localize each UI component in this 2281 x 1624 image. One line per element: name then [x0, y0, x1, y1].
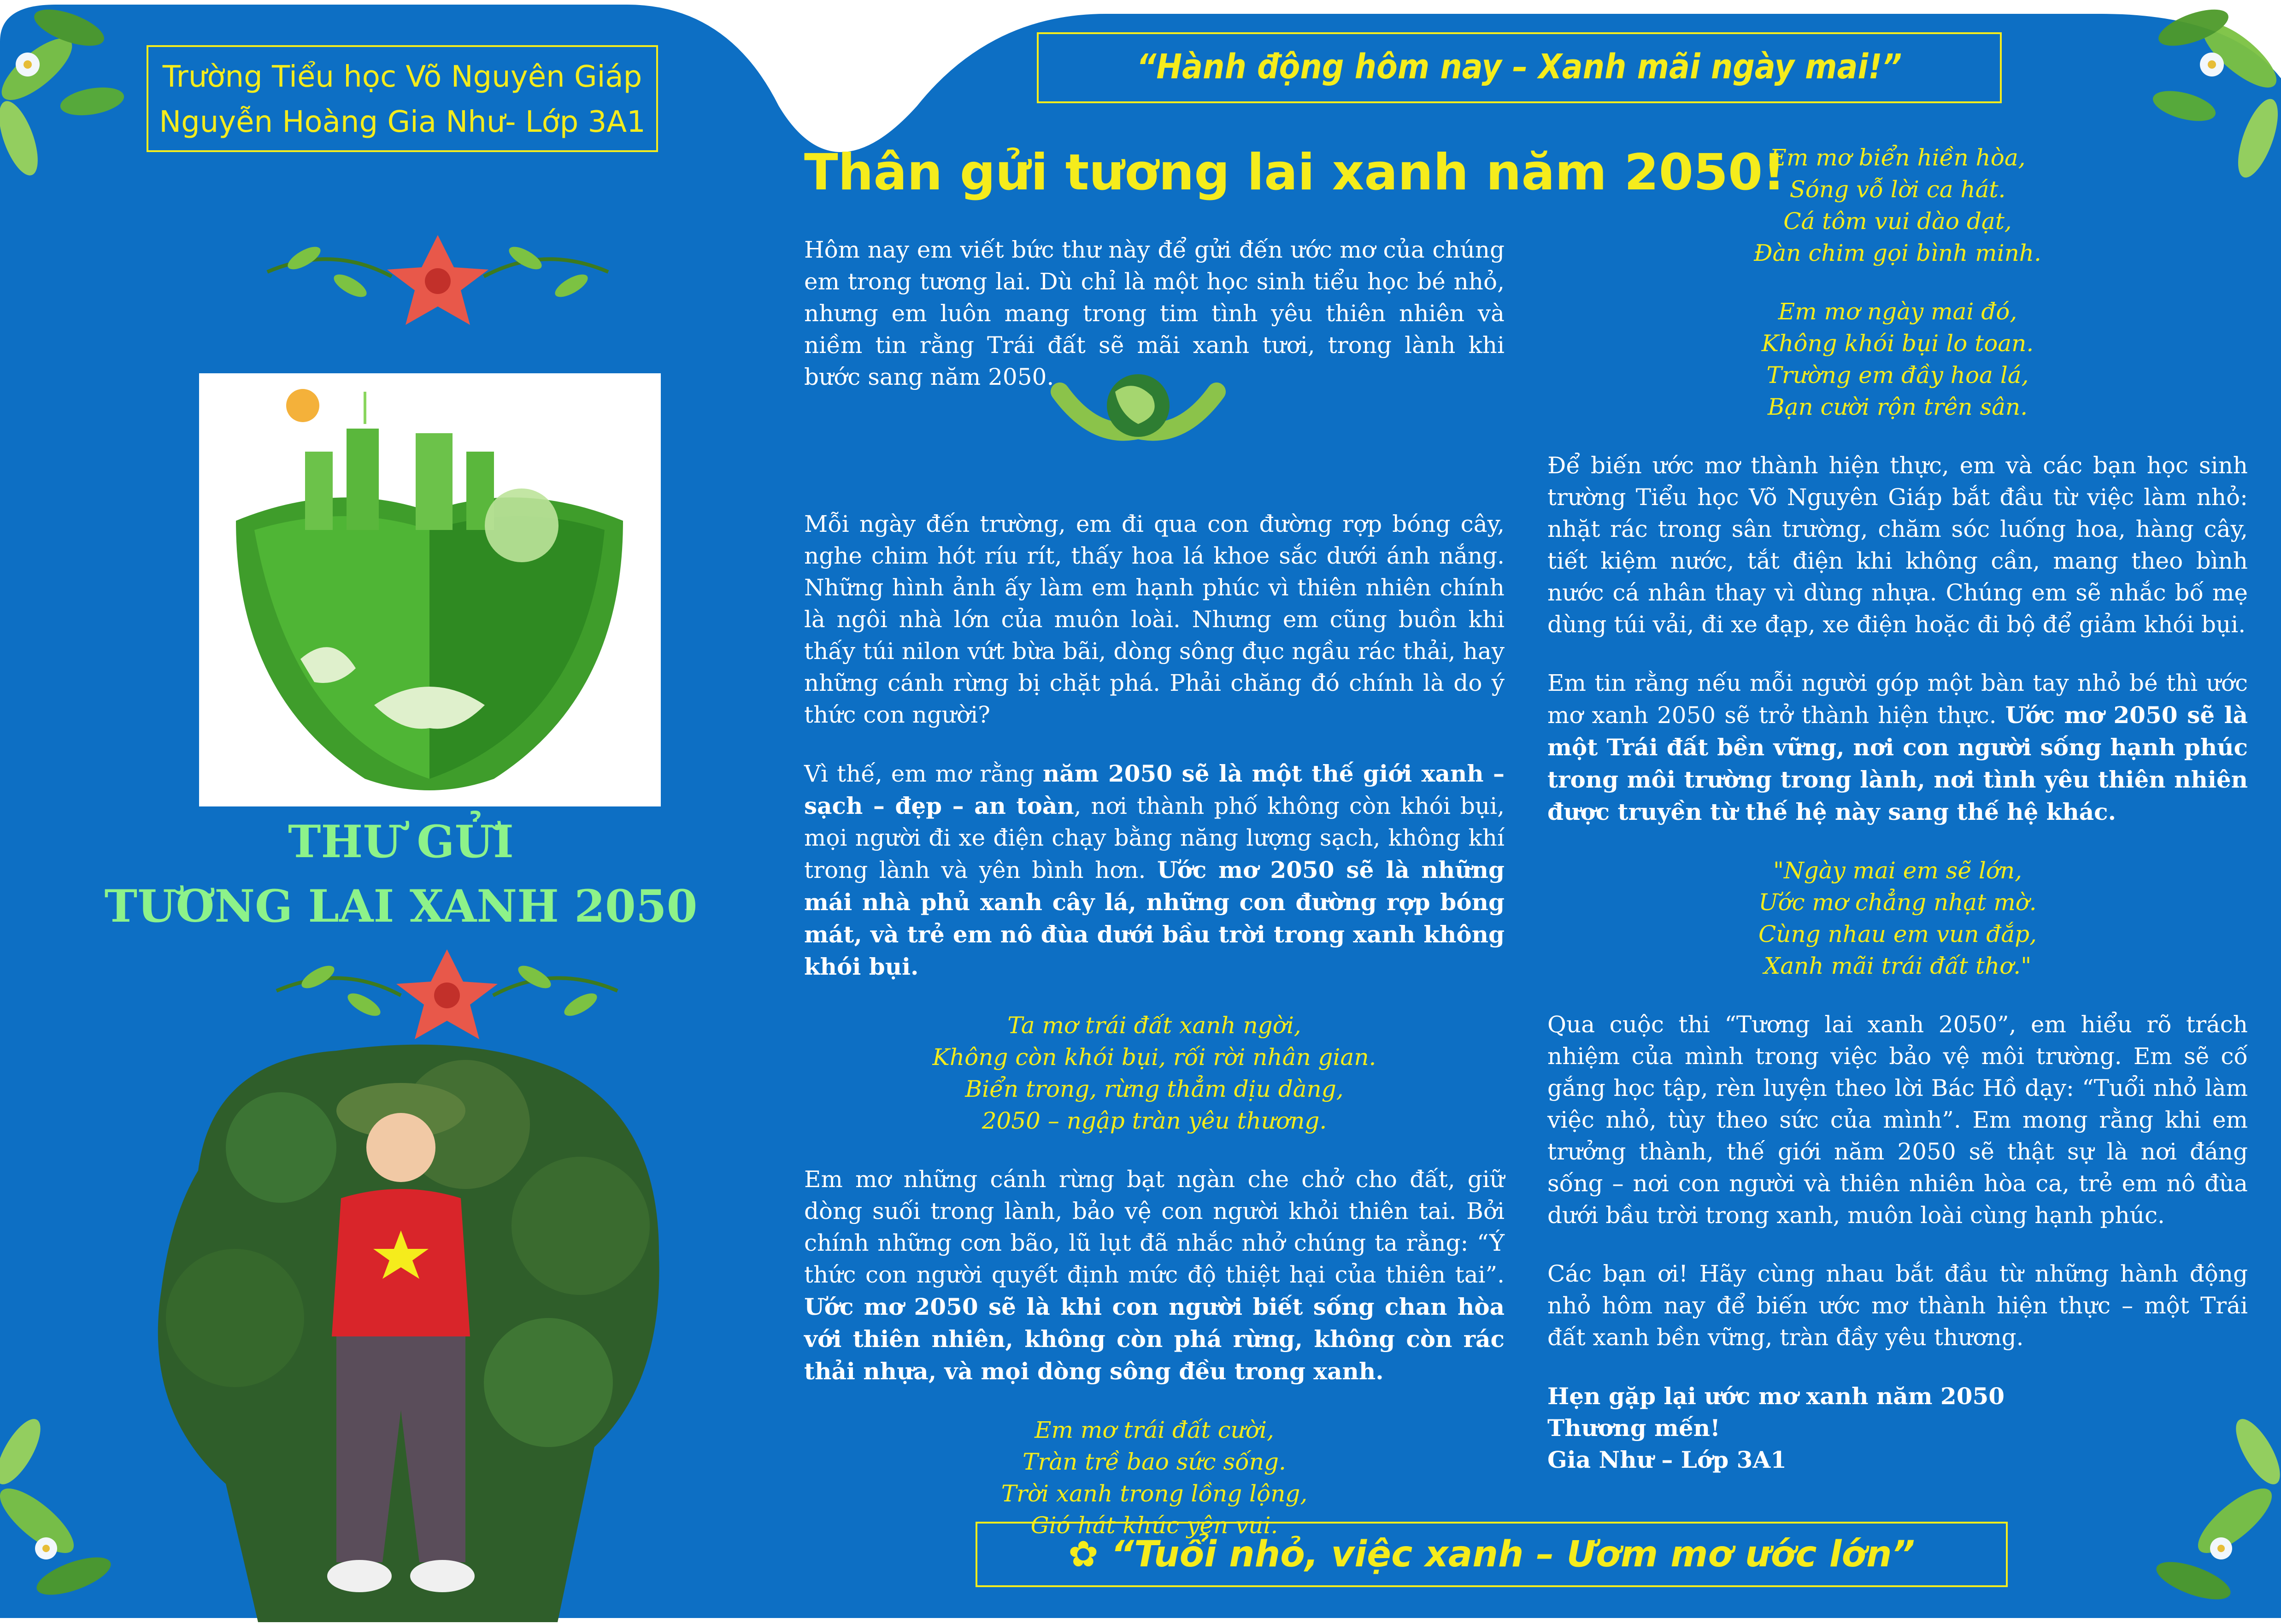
top-slogan-text: “Hành động hôm nay – Xanh mãi ngày mai!” [1136, 47, 1902, 87]
letter-column-left [804, 234, 1505, 1568]
paragraph-belief: Em tin rằng nếu mỗi người góp một bàn tay nhỏ bé thì ước mơ xanh 2050 sẽ trở thành hiện thực. Ước mơ 2050 sẽ là một Trái đất bền vững, nơi con người sống hạnh phúc trong môi trường trong lành, nơi tình yêu thiên nhiên được truyền từ thế hệ này sang thế hệ khác. [1547, 670, 2248, 825]
school-info-box [147, 45, 658, 152]
paragraph-dream: Vì thế, em mơ rằng năm 2050 sẽ là một thế giới xanh – sạch – đẹp – an toàn, nơi thành phố không còn khói bụi, mọi người đi xe điện chạy bằng năng lượng sạch, không khí trong lành và yên bình hơn. Ước mơ 2050 sẽ là những mái nhà phủ xanh cây lá, những con đường rợp bóng mát, và trẻ em nô đùa dưới bầu trời trong xanh không khói bụi. [804, 760, 1505, 980]
top-slogan-box [1037, 32, 2002, 103]
letter-heading: Thân gửi tương lai xanh năm 2050! [804, 144, 1786, 201]
eco-illustration [199, 373, 661, 806]
poem-1: Ta mơ trái đất xanh ngời, Không còn khói bụi, rối rời nhân gian. Biển trong, rừng thẳm dịu dàng, 2050 – ngập tràn yêu thương. [932, 1012, 1376, 1134]
paragraph-school-road: Mỗi ngày đến trường, em đi qua con đường rợp bóng cây, nghe chim hót ríu rít, thấy hoa lá khoe sắc dưới ánh nắng. Những hình ảnh ấy làm em hạnh phúc vì thiên nhiên chính là ngôi nhà lớn của muôn loài. Nhưng em cũng buồn khi thấy túi nilon vứt bừa bãi, dòng sông đục ngầu rác thải, hay những cánh rừng bị chặt phá. Phải chăng đó chính là do ý thức con người? [804, 511, 1505, 728]
paragraph-call-to-action: Các bạn ơi! Hãy cùng nhau bắt đầu từ những hành động nhỏ hôm nay để biến ước mơ thành hiện thực – một Trái đất xanh bền vững, tràn đầy yêu thương. [1547, 1260, 2248, 1351]
paragraph-intro: Hôm nay em viết bức thư này để gửi đến ước mơ của chúng em trong tương lai. Dù chỉ là một học sinh tiểu học bé nhỏ, nhưng em luôn mang trong tim tình yêu thiên nhiên và niềm tin rằng Trái đất sẽ mãi xanh tươi, trong lành khi bước sang năm 2050. [804, 236, 1505, 390]
bottom-slogan-text: ✿ “Tuổi nhỏ, việc xanh – Ươm mơ ước lớn” [1068, 1534, 1915, 1575]
poem-5: "Ngày mai em sẽ lớn, Ước mơ chẳng nhạt mờ. Cùng nhau em vun đắp, Xanh mãi trái đất thơ." [1758, 857, 2037, 979]
school-name: Trường Tiểu học Võ Nguyên Giáp [162, 60, 642, 94]
letter-column-right [1547, 142, 2248, 1502]
student-photo [143, 1032, 673, 1622]
eco-leaf-city-image [199, 373, 661, 806]
student-portrait-image [143, 1032, 673, 1622]
left-title-line2: TƯƠNG LAI XANH 2050 [104, 880, 698, 932]
poem-3: Em mơ biển hiền hòa, Sóng vỗ lời ca hát. Cá tôm vui dào dạt, Đàn chim gọi bình minh. [1754, 144, 2041, 266]
signature-line-3: Gia Như – Lớp 3A1 [1547, 1446, 1787, 1473]
bottom-slogan-box [976, 1522, 2008, 1587]
poem-2: Em mơ trái đất cười, Tràn trề bao sức sống. Trời xanh trong lồng lộng, Gió hát khúc yên vui. [1001, 1417, 1308, 1539]
student-name-class: Nguyễn Hoàng Gia Như- Lớp 3A1 [159, 105, 646, 139]
left-title-line1: THƯ GỬI [288, 816, 514, 868]
paragraph-actions: Để biến ước mơ thành hiện thực, em và các bạn học sinh trường Tiểu học Võ Nguyên Giáp bắt đầu từ việc làm nhỏ: nhặt rác trong sân trường, chăm sóc luống hoa, hàng cây, tiết kiệm nước, tắt điện khi không cần, mang theo bình nước cá nhân thay vì dùng nhựa. Chúng em sẽ nhắc bố mẹ dùng túi vải, đi xe đạp, xe điện hoặc đi bộ để giảm khói bụi. [1547, 452, 2248, 638]
signature-block [1547, 1380, 2248, 1476]
signature-line-1: Hẹn gặp lại ước mơ xanh năm 2050 [1547, 1383, 2005, 1410]
paragraph-contest: Qua cuộc thi “Tương lai xanh 2050”, em hiểu rõ trách nhiệm của mình trong việc bảo vệ môi trường. Em sẽ cố gắng học tập, rèn luyện theo lời Bác Hồ dạy: “Tuổi nhỏ làm việc nhỏ, tùy theo sức của mình”. Em mong rằng khi em trưởng thành, thế giới năm 2050 sẽ thật sự là nơi đáng sống – nơi con người và thiên nhiên hòa ca, trẻ em nô đùa dưới bầu trời trong xanh, muôn loài cùng hạnh phúc. [1547, 1011, 2248, 1229]
paragraph-forest: Em mơ những cánh rừng bạt ngàn che chở cho đất, giữ dòng suối trong lành, bảo vệ con người khỏi thiên tai. Bởi chính những cơn bão, lũ lụt đã nhắc nhở chúng ta rằng: “Ý thức con người quyết định mức độ thiệt hại của thiên tai”. Ước mơ 2050 sẽ là khi con người biết sống chan hòa với thiên nhiên, không còn phá rừng, không còn rác thải nhựa, và mọi dòng sông đều trong xanh. [804, 1166, 1505, 1385]
poem-4: Em mơ ngày mai đó, Không khói bụi lo toan. Trường em đầy hoa lá, Bạn cười rộn trên sân. [1761, 298, 2034, 420]
signature-line-2: Thương mến! [1547, 1414, 1720, 1442]
